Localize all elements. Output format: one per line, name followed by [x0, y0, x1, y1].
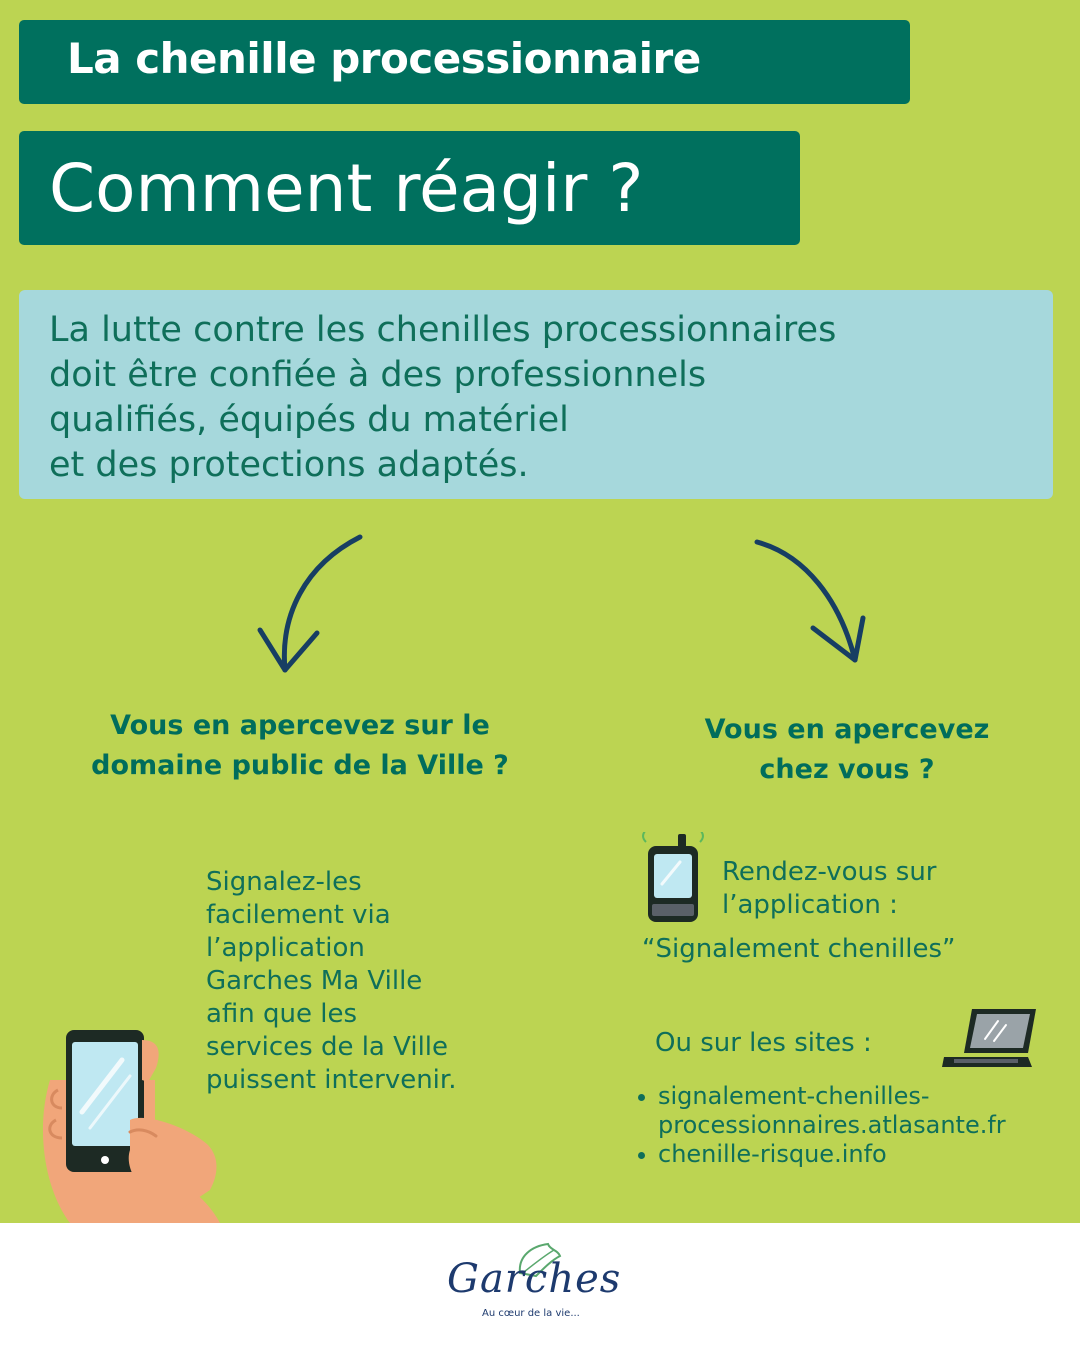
- logo-tagline: Au cœur de la vie...: [482, 1308, 580, 1319]
- arrow-right-icon: [745, 530, 875, 675]
- instruction-line: puissent intervenir.: [206, 1065, 457, 1095]
- site-link-chenille-risque[interactable]: [638, 1140, 1006, 1169]
- sites-label: Ou sur les sites :: [655, 1028, 872, 1058]
- page-subtitle: Comment réagir ?: [49, 150, 644, 227]
- subtitle-banner: [19, 131, 800, 245]
- instruction-line: Signalez-les: [206, 867, 362, 897]
- intro-line: La lutte contre les chenilles processionnaires: [49, 310, 837, 350]
- report-instructions: [206, 866, 456, 1097]
- site-link-atlasante[interactable]: [638, 1082, 1006, 1140]
- intro-box: [19, 290, 1053, 499]
- question-line: chez vous ?: [759, 754, 935, 785]
- arrow-left-icon: [245, 525, 375, 680]
- intro-text: [49, 308, 836, 488]
- site-text: processionnaires.atlasante.fr: [658, 1111, 1006, 1139]
- app-instructions: [722, 856, 937, 922]
- question-public-domain: [35, 706, 565, 786]
- intro-line: et des protections adaptés.: [49, 445, 529, 485]
- instruction-line: services de la Ville: [206, 1032, 449, 1062]
- app-line: l’application :: [722, 890, 898, 920]
- sites-list: [638, 1082, 1006, 1169]
- bullet-icon: [638, 1152, 645, 1159]
- logo-name: Garches: [447, 1256, 622, 1302]
- intro-line: doit être confiée à des professionnels: [49, 355, 707, 395]
- app-name: “Signalement chenilles”: [642, 934, 956, 964]
- laptop-icon: [940, 1005, 1040, 1071]
- question-line: domaine public de la Ville ?: [91, 750, 509, 781]
- question-at-home: [652, 710, 1042, 790]
- title-banner: [19, 20, 910, 104]
- app-line: Rendez-vous sur: [722, 857, 937, 887]
- instruction-line: l’application: [206, 933, 365, 963]
- page-title: La chenille processionnaire: [67, 34, 701, 83]
- hand-phone-icon: [30, 1020, 230, 1223]
- question-line: Vous en apercevez: [704, 714, 990, 745]
- instruction-line: afin que les: [206, 999, 358, 1029]
- site-text: chenille-risque.info: [658, 1140, 887, 1168]
- intro-line: qualifiés, équipés du matériel: [49, 400, 569, 440]
- walkie-talkie-icon: [636, 832, 710, 924]
- site-text: signalement-chenilles-: [658, 1082, 930, 1110]
- instruction-line: facilement via: [206, 900, 391, 930]
- bullet-icon: [638, 1094, 645, 1101]
- instruction-line: Garches Ma Ville: [206, 966, 423, 996]
- question-line: Vous en apercevez sur le: [110, 710, 490, 741]
